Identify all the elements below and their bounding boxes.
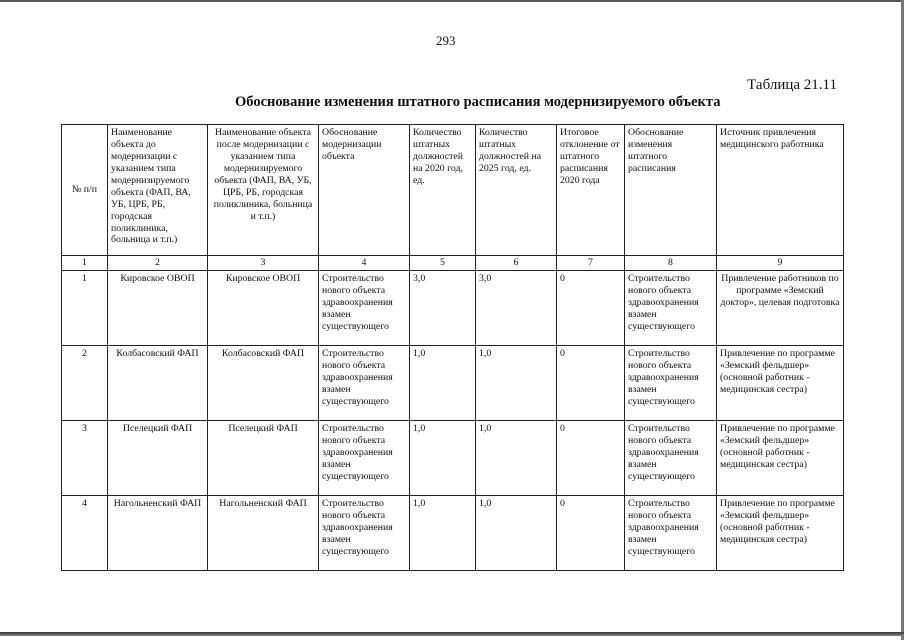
staff-2020: 1,0 — [410, 421, 476, 496]
modernization-reason: Строительство нового объекта здравоохранения взамен существующего — [319, 496, 410, 571]
column-number: 3 — [208, 256, 319, 271]
object-after: Кировское ОВОП — [208, 271, 319, 346]
object-after: Колбасовский ФАП — [208, 346, 319, 421]
staff-source: Привлечение по программе «Земский фельдшер» (основной работник - медицинская сестра) — [717, 346, 844, 421]
object-before: Кировское ОВОП — [108, 271, 208, 346]
row-number: 1 — [62, 271, 108, 346]
object-before: Пселецкий ФАП — [108, 421, 208, 496]
object-after: Пселецкий ФАП — [208, 421, 319, 496]
deviation: 0 — [557, 271, 625, 346]
table-row — [62, 271, 844, 346]
staff-2025: 1,0 — [476, 421, 557, 496]
modernization-reason: Строительство нового объекта здравоохранения взамен существующего — [319, 271, 410, 346]
row-number: 3 — [62, 421, 108, 496]
column-number: 7 — [557, 256, 625, 271]
header-cell: Количество штатных должностей на 2025 год, ед. — [476, 125, 557, 256]
staff-2020: 1,0 — [410, 496, 476, 571]
row-number: 2 — [62, 346, 108, 421]
staffing-table — [61, 124, 844, 571]
staff-2020: 1,0 — [410, 346, 476, 421]
column-number-row — [62, 256, 844, 271]
change-reason: Строительство нового объекта здравоохранения взамен существующего — [625, 421, 717, 496]
table-row — [62, 496, 844, 571]
header-cell: Обоснование модернизации объекта — [319, 125, 410, 256]
staff-2020: 3,0 — [410, 271, 476, 346]
change-reason: Строительство нового объекта здравоохранения взамен существующего — [625, 271, 717, 346]
header-cell: Наименование объекта после модернизации с указанием типа модернизируемого объекта (ФАП, ВА, УБ, ЦРБ, РБ, городская поликлиника, больница и т.п.) — [208, 125, 319, 256]
column-number: 1 — [62, 256, 108, 271]
page-number: 293 — [436, 33, 456, 48]
row-number: 4 — [62, 496, 108, 571]
staff-2025: 1,0 — [476, 346, 557, 421]
deviation: 0 — [557, 421, 625, 496]
column-number: 6 — [476, 256, 557, 271]
document-title: Обоснование изменения штатного расписания модернизируемого объекта — [235, 94, 721, 110]
object-after: Нагольненский ФАП — [208, 496, 319, 571]
object-before: Нагольненский ФАП — [108, 496, 208, 571]
object-before: Колбасовский ФАП — [108, 346, 208, 421]
column-number: 9 — [717, 256, 844, 271]
staff-2025: 1,0 — [476, 496, 557, 571]
header-cell: Обоснование изменения штатного расписания — [625, 125, 717, 256]
deviation: 0 — [557, 346, 625, 421]
table-row — [62, 421, 844, 496]
scan-bottom-edge — [0, 632, 904, 636]
modernization-reason: Строительство нового объекта здравоохранения взамен существующего — [319, 346, 410, 421]
scan-top-edge — [0, 0, 904, 2]
header-cell: Количество штатных должностей на 2020 год, ед. — [410, 125, 476, 256]
table-label: Таблица 21.11 — [747, 77, 837, 93]
header-cell: Источник привлечения медицинского работника — [717, 125, 844, 256]
column-number: 4 — [319, 256, 410, 271]
staff-2025: 3,0 — [476, 271, 557, 346]
staff-source: Привлечение работников по программе «Земский доктор», целевая подготовка — [717, 271, 844, 346]
header-cell: № п/п — [62, 125, 108, 256]
column-number: 5 — [410, 256, 476, 271]
deviation: 0 — [557, 496, 625, 571]
header-cell: Итоговое отклонение от штатного расписания 2020 года — [557, 125, 625, 256]
column-number: 8 — [625, 256, 717, 271]
column-number: 2 — [108, 256, 208, 271]
table-row — [62, 346, 844, 421]
staff-source: Привлечение по программе «Земский фельдшер» (основной работник - медицинская сестра) — [717, 496, 844, 571]
modernization-reason: Строительство нового объекта здравоохранения взамен существующего — [319, 421, 410, 496]
change-reason: Строительство нового объекта здравоохранения взамен существующего — [625, 346, 717, 421]
header-cell: Наименование объекта до модернизации с указанием типа модернизируемого объекта (ФАП, ВА, УБ, ЦРБ, РБ, городская поликлиника, больница и т.п.) — [108, 125, 208, 256]
staff-source: Привлечение по программе «Земский фельдшер» (основной работник - медицинская сестра) — [717, 421, 844, 496]
header-row — [62, 125, 844, 256]
change-reason: Строительство нового объекта здравоохранения взамен существующего — [625, 496, 717, 571]
